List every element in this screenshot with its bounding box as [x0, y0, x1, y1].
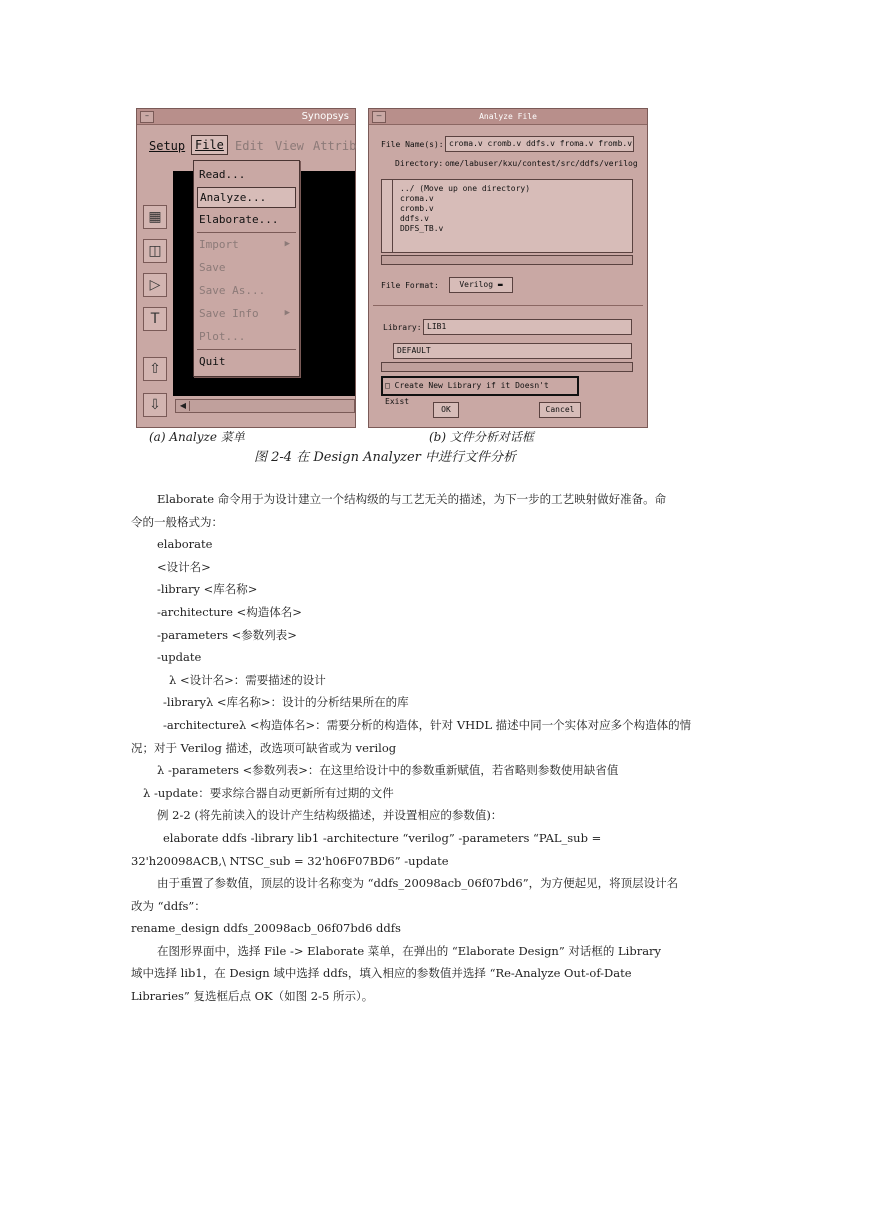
- option-menu-icon: ▬: [497, 280, 503, 289]
- checkbox-icon: □: [385, 381, 390, 390]
- code-line: 32'h20098ACB,\ NTSC_sub = 32'h06F07BD6” -update: [131, 853, 449, 868]
- menu-item-import-label: Import: [199, 238, 239, 251]
- description-line: -architectureλ <构造体名>：需要分析的构造体，针对 VHDL 描述中同一个实体对应多个构造体的情: [163, 717, 692, 732]
- caption-a: (a) Analyze 菜单: [149, 430, 245, 444]
- list-item[interactable]: ddfs.v: [400, 214, 429, 223]
- description-line: λ -parameters <参数列表>：在这里给设计中的参数重新赋值，若省略则参数使用缺省值: [157, 763, 619, 778]
- symbol-icon[interactable]: ◫: [143, 239, 167, 263]
- ok-button[interactable]: OK: [433, 402, 459, 418]
- file-names-input[interactable]: croma.v cromb.v ddfs.v froma.v fromb.v: [445, 136, 634, 152]
- file-names-label: File Name(s):: [381, 140, 444, 149]
- code-line: -parameters <参数列表>: [157, 627, 297, 642]
- file-format-value: Verilog: [459, 280, 494, 289]
- menu-file[interactable]: File: [191, 135, 228, 155]
- description-line: λ <设计名>：需要描述的设计: [169, 672, 326, 687]
- scroll-left-icon[interactable]: ◀: [177, 401, 190, 411]
- submenu-arrow-icon: ▶: [284, 239, 290, 249]
- menu-separator: [197, 349, 296, 350]
- paragraph-line: 域中选择 lib1，在 Design 域中选择 ddfs，填入相应的参数值并选择 “Re-Analyze Out-of-Date: [131, 966, 632, 981]
- library-list[interactable]: [393, 343, 632, 359]
- list-item[interactable]: croma.v: [400, 194, 434, 203]
- file-format-label: File Format:: [381, 281, 439, 290]
- library-input[interactable]: LIB1: [423, 319, 632, 335]
- list-item[interactable]: ../ (Move up one directory): [400, 184, 531, 193]
- menu-setup[interactable]: Setup: [149, 139, 186, 153]
- figure-title: 图 2-4 在 Design Analyzer 中进行文件分析: [254, 450, 517, 465]
- down-arrow-icon[interactable]: ⇩: [143, 393, 167, 417]
- figure-2-4: [136, 108, 648, 426]
- menu-item-quit[interactable]: Quit: [199, 355, 226, 368]
- file-list-hscroll[interactable]: [381, 255, 633, 265]
- paragraph-line: Elaborate 命令用于为设计建立一个结构级的与工艺无关的描述，为下一步的工艺映射做好准备。命: [157, 492, 667, 506]
- library-label: Library:: [383, 323, 422, 332]
- schematic-icon[interactable]: ▷: [143, 273, 167, 297]
- code-line: elaborate: [157, 537, 213, 552]
- caption-b: (b) 文件分析对话框: [429, 430, 534, 444]
- window-menu-icon[interactable]: –: [372, 111, 386, 123]
- paragraph-line: 由于重置了参数值，顶层的设计名称变为 “ddfs_20098acb_06f07bd6”，为方便起见，将顶层设计名: [157, 876, 679, 891]
- window-menu-icon[interactable]: –: [140, 111, 154, 123]
- paragraph-line: 改为 “ddfs”：: [131, 898, 206, 913]
- dialog-title: Analyze File: [479, 112, 537, 121]
- menu-item-save-info-label: Save Info: [199, 307, 259, 320]
- up-arrow-icon[interactable]: ⇧: [143, 357, 167, 381]
- list-item[interactable]: DEFAULT: [397, 346, 431, 355]
- file-menu-dropdown: [193, 160, 300, 377]
- window-title: Synopsys: [301, 111, 349, 122]
- cancel-button[interactable]: Cancel: [539, 402, 581, 418]
- menu-item-import[interactable]: [197, 235, 296, 254]
- paragraph-line: Libraries” 复选框后点 OK（如图 2-5 所示）。: [131, 989, 374, 1004]
- body-text: [131, 488, 739, 1008]
- title-bar: [137, 109, 355, 125]
- library-list-hscroll[interactable]: [381, 362, 633, 372]
- menu-item-elaborate[interactable]: Elaborate...: [199, 213, 279, 226]
- menu-item-save-as[interactable]: Save As...: [199, 284, 266, 297]
- menu-attributes[interactable]: Attrib: [313, 139, 357, 153]
- description-line: 况；对于 Verilog 描述，改选项可缺省或为 verilog: [131, 740, 397, 755]
- dialog-title-bar: [369, 109, 647, 125]
- code-line: -library <库名称>: [157, 582, 258, 597]
- paragraph-line: 令的一般格式为：: [131, 514, 223, 529]
- menu-item-save[interactable]: Save: [199, 261, 226, 274]
- paragraph-line: 在图形界面中，选择 File -> Elaborate 菜单，在弹出的 “Elaborate Design” 对话框的 Library: [157, 943, 662, 958]
- submenu-arrow-icon: ▶: [284, 308, 290, 318]
- menu-item-plot[interactable]: Plot...: [199, 330, 246, 343]
- create-library-label: Create New Library if it Doesn't Exist: [385, 381, 549, 406]
- list-item[interactable]: DDFS_TB.v: [400, 224, 444, 233]
- list-item[interactable]: cromb.v: [400, 204, 434, 213]
- analyze-file-dialog: [368, 108, 648, 428]
- menu-item-save-info[interactable]: [197, 304, 296, 323]
- code-line: elaborate ddfs -library lib1 -architecture “verilog” -parameters “PAL_sub =: [163, 830, 602, 845]
- example-heading: 例 2-2 (将先前读入的设计产生结构级描述，并设置相应的参数值)：: [157, 808, 503, 823]
- code-line: -update: [157, 650, 202, 665]
- file-list-scrollbar[interactable]: [382, 180, 393, 252]
- create-library-checkbox[interactable]: [381, 376, 579, 406]
- directory-value: ome/labuser/kxu/contest/src/ddfs/verilog: [445, 159, 638, 168]
- code-line: -architecture <构造体名>: [157, 604, 302, 619]
- horizontal-scrollbar[interactable]: [175, 399, 355, 413]
- hierarchy-icon[interactable]: ▦: [143, 205, 167, 229]
- synopsys-window: [136, 108, 356, 428]
- code-line: rename_design ddfs_20098acb_06f07bd6 ddfs: [131, 921, 401, 936]
- menu-item-analyze[interactable]: Analyze...: [197, 187, 296, 208]
- text-icon[interactable]: T: [143, 307, 167, 331]
- divider: [373, 305, 643, 306]
- code-line: <设计名>: [157, 559, 211, 574]
- description-line: -libraryλ <库名称>：设计的分析结果所在的库: [163, 695, 409, 710]
- file-list[interactable]: [381, 179, 633, 253]
- menu-separator: [197, 232, 296, 233]
- file-format-select[interactable]: [449, 277, 513, 293]
- menu-view[interactable]: View: [275, 139, 304, 153]
- description-line: λ -update：要求综合器自动更新所有过期的文件: [143, 785, 394, 800]
- directory-label: Directory:: [395, 159, 444, 168]
- menu-item-read[interactable]: Read...: [199, 168, 246, 181]
- menu-edit[interactable]: Edit: [235, 139, 264, 153]
